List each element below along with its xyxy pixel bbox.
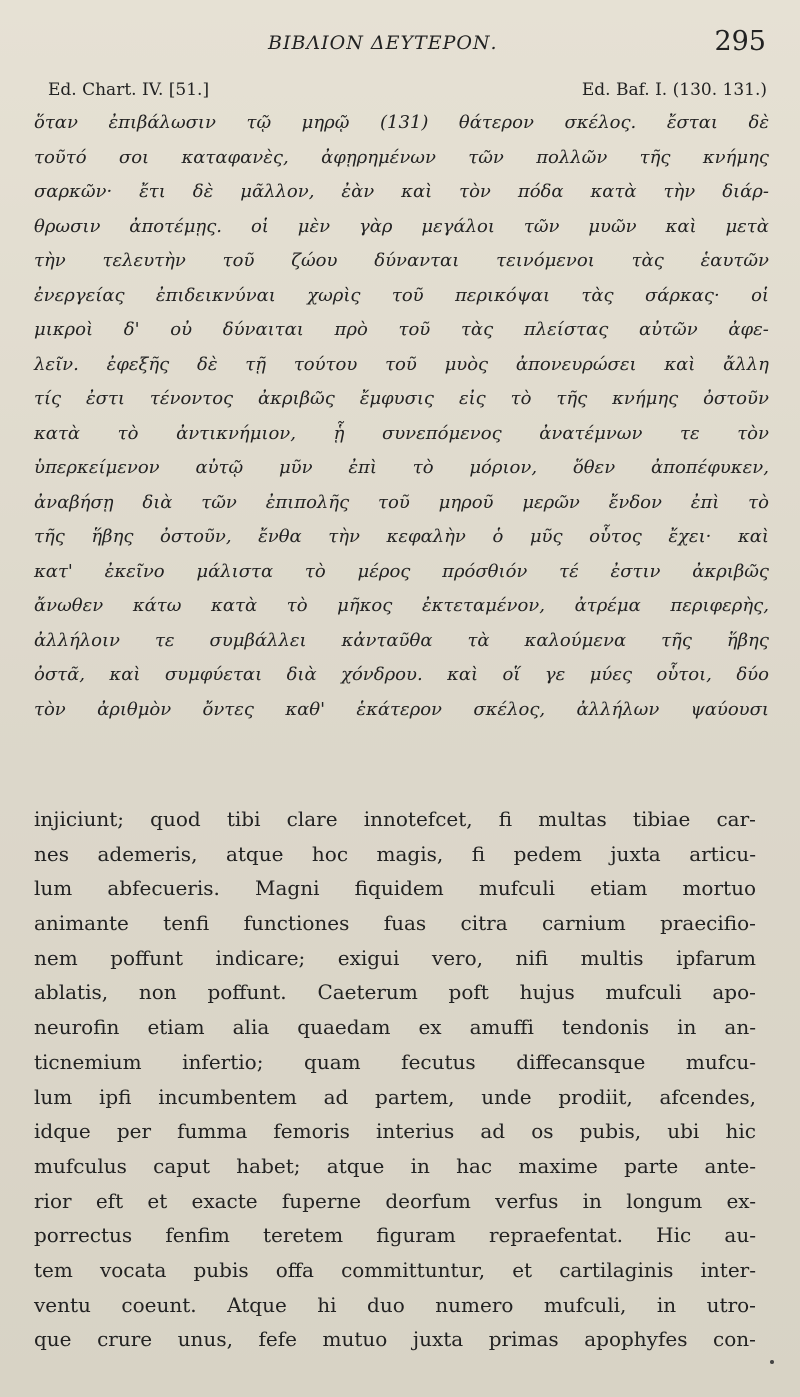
latin-text-line: neurofin etiam alia quaedam ex amuffi tendonis in an- (34, 1015, 756, 1040)
latin-text-line: ventu coeunt. Atque hi duo numero mufculi, in utro- (34, 1292, 756, 1317)
greek-text-line: τίς ἐστι τένοντος ἀκριβῶς ἔμφυσις εἰς τὸ τῆς κνήμης ὀστοῦν (34, 388, 769, 409)
greek-text-line: ὅταν ἐπιβάλωσιν τῷ μηρῷ (131) θάτερον σκέλος. ἔσται δὲ (34, 112, 769, 133)
greek-text-line: σαρκῶν· ἔτι δὲ μᾶλλον, ἐὰν καὶ τὸν πόδα κατὰ τὴν διάρ- (34, 181, 769, 202)
latin-text-line: injiciunt; quod tibi clare innotefcet, fi multas tibiae car- (34, 807, 756, 831)
latin-text-line: nes ademeris, atque hoc magis, fi pedem juxta articu- (34, 841, 756, 866)
latin-text-line: idque per fumma femoris interius ad os pubis, ubi hic (34, 1119, 756, 1144)
greek-text-line: κατὰ τὸ ἀντικνήμιον, ᾗ συνεπόμενος ἀνατέμνων τε τὸν (34, 422, 769, 444)
edition-reference-left: Ed. Chart. IV. [51.] (48, 80, 210, 100)
greek-text-line: τὴν τελευτὴν τοῦ ζώου δύνανται τεινόμενοι τὰς ἑαυτῶν (34, 250, 769, 271)
latin-text-line: nem poffunt indicare; exigui vero, nifi multis ipfarum (34, 945, 756, 970)
ink-speck (770, 1360, 774, 1364)
running-head (0, 20, 800, 80)
latin-text-line: lum abfecueris. Magni fiquidem mufculi etiam mortuo (34, 876, 756, 901)
greek-text-line: τῆς ἥβης ὀστοῦν, ἔνθα τὴν κεφαλὴν ὁ μῦς οὗτος ἔχει· καὶ (34, 526, 769, 547)
latin-text-line: porrectus fenfim teretem figuram repraefentat. Hic au- (34, 1223, 756, 1248)
running-title: ΒΙΒΛΙΟΝ ΔΕΥΤΕΡΟΝ. (268, 32, 498, 54)
greek-text-line: ἀναβήσῃ διὰ τῶν ἐπιπολῆς τοῦ μηροῦ μερῶν ἔνδον ἐπὶ τὸ (34, 491, 769, 513)
greek-text-line: θρωσιν ἀποτέμῃς. οἱ μὲν γὰρ μεγάλοι τῶν μυῶν καὶ μετὰ (34, 215, 769, 237)
latin-text-line: rior eft et exacte fuperne deorfum verfus in longum ex- (34, 1188, 756, 1213)
greek-text-line: τὸν ἀριθμὸν ὄντες καθ' ἑκάτερον σκέλος, ἀλλήλων ψαύουσι (34, 698, 769, 720)
page-number: 295 (714, 26, 766, 57)
latin-text-line: tem vocata pubis offa committuntur, et cartilaginis inter- (34, 1257, 756, 1282)
greek-text-line: ὀστᾶ, καὶ συμφύεται διὰ χόνδρου. καὶ οἵ γε μύες οὗτοι, δύο (34, 664, 769, 685)
greek-text-line: μικροὶ δ' οὐ δύναιται πρὸ τοῦ τὰς πλείστας αὐτῶν ἀφε- (34, 319, 769, 340)
latin-text-line: ablatis, non poffunt. Caeterum poft hujus mufculi apo- (34, 980, 756, 1005)
latin-text-line: mufculus caput habet; atque in hac maxime parte ante- (34, 1153, 756, 1178)
greek-text-line: ἐνεργείας ἐπιδεικνύναι χωρὶς τοῦ περικόψαι τὰς σάρκας· οἱ (34, 284, 769, 306)
greek-text-line: κατ' ἐκεῖνο μάλιστα τὸ μέρος πρόσθιόν τέ ἐστιν ἀκριβῶς (34, 560, 769, 582)
latin-text-line: lum ipfi incumbentem ad partem, unde prodiit, afcendes, (34, 1084, 756, 1109)
greek-text-line: τοῦτό σοι καταφανὲς, ἀφῃρημένων τῶν πολλῶν τῆς κνήμης (34, 146, 769, 168)
greek-text-block (34, 106, 769, 727)
greek-text-line: ὑπερκείμενον αὐτῷ μῦν ἐπὶ τὸ μόριον, ὅθεν ἀποπέφυκεν, (34, 457, 769, 478)
latin-text-block (34, 802, 756, 1357)
latin-text-line: que crure unus, fefe mutuo juxta primas apophyfes con- (34, 1327, 756, 1352)
latin-text-line: animante tenfi functiones fuas citra carnium praecifio- (34, 911, 756, 936)
greek-text-line: λεῖν. ἐφεξῆς δὲ τῇ τούτου τοῦ μυὸς ἀπονευρώσει καὶ ἄλλη (34, 353, 769, 375)
greek-text-line: ἄνωθεν κάτω κατὰ τὸ μῆκος ἐκτεταμένον, ἀτρέμα περιφερὴς, (34, 595, 769, 616)
edition-reference-right: Ed. Baf. I. (130. 131.) (581, 80, 767, 100)
greek-text-line: ἀλλήλοιν τε συμβάλλει κἀνταῦθα τὰ καλούμενα τῆς ἥβης (34, 629, 769, 651)
latin-text-line: ticnemium infertio; quam fecutus diffecansque mufcu- (34, 1049, 756, 1074)
